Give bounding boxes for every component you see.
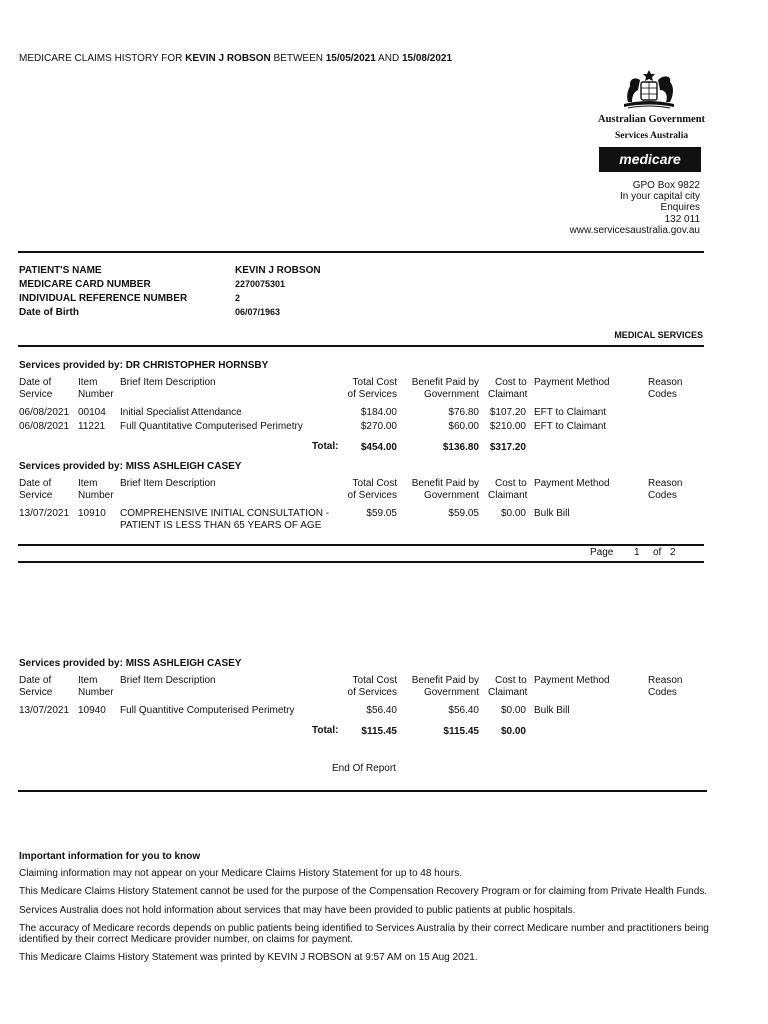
col-benefit: Benefit Paid by Government (411, 478, 479, 501)
row-total: $184.00 (360, 407, 397, 418)
row-benefit: $76.80 (448, 407, 479, 418)
col-desc: Brief Item Description (120, 478, 216, 489)
reference-number-value: 2 (235, 293, 241, 303)
agency-name: Australian Government (598, 114, 706, 125)
divider (18, 251, 704, 253)
title-and: AND (378, 53, 400, 64)
row-desc: Full Quantitive Computerised Perimetry (120, 705, 295, 716)
row-date: 13/07/2021 (19, 705, 70, 716)
report-title (19, 53, 452, 64)
page-of-label: of (653, 547, 662, 558)
row-cost: $107.20 (489, 407, 526, 418)
totals-benefit: $136.80 (442, 442, 479, 453)
totals-label: Total: (312, 725, 339, 736)
medicare-logo: medicare (599, 147, 701, 172)
row-desc: COMPREHENSIVE INITIAL CONSULTATION - PATIENT IS LESS THAN 65 YEARS OF AGE (120, 508, 330, 531)
col-date: Date of Service (19, 478, 53, 501)
col-cost: Cost to Claimant (488, 478, 528, 501)
col-total: Total Cost of Services (347, 377, 397, 400)
row-total: $56.40 (366, 705, 397, 716)
totals-total: $454.00 (360, 442, 397, 453)
address-line: 132 011 (664, 214, 700, 225)
important-line: The accuracy of Medicare records depends on public patients being identified to Services Australia by their correct Medicare number and practitioners being (19, 923, 709, 934)
col-method: Payment Method (534, 377, 610, 388)
totals-cost: $317.20 (489, 442, 526, 453)
address-line: GPO Box 9822 (632, 180, 700, 191)
row-item: 10940 (78, 705, 106, 716)
totals-cost: $0.00 (500, 726, 526, 737)
coat-of-arms-icon (620, 68, 678, 112)
col-item: Item Number (78, 478, 114, 501)
divider (18, 345, 704, 347)
agency-subname: Services Australia (615, 131, 689, 141)
row-desc: Initial Specialist Attendance (120, 407, 242, 418)
page-number: 1 (634, 547, 640, 558)
important-line: This Medicare Claims History Statement cannot be used for the purpose of the Compensation Recovery Program or for claiming from Private Health Funds. (19, 886, 708, 897)
col-desc: Brief Item Description (120, 377, 216, 388)
row-method: EFT to Claimant (534, 407, 607, 418)
patient-name-value: KEVIN J ROBSON (235, 265, 321, 276)
provider-heading: Services provided by: DR CHRISTOPHER HORNSBY (19, 360, 269, 371)
address-line: In your capital city (619, 191, 700, 202)
divider (18, 561, 704, 563)
col-reason: Reason Codes (648, 478, 683, 501)
row-cost: $210.00 (489, 421, 526, 432)
row-desc: Full Quantitative Computerised Perimetry (120, 421, 303, 432)
col-benefit: Benefit Paid by Government (411, 377, 479, 400)
title-prefix: MEDICARE CLAIMS HISTORY FOR (19, 53, 183, 64)
row-item: 10910 (78, 508, 106, 519)
row-item: 11221 (78, 421, 106, 432)
row-item: 00104 (78, 407, 106, 418)
medicare-card-value: 2270075301 (235, 279, 286, 289)
row-total: $59.05 (366, 508, 397, 519)
important-heading: Important information for you to know (19, 851, 201, 862)
page-total: 2 (670, 547, 676, 558)
row-benefit: $56.40 (448, 705, 479, 716)
row-method: Bulk Bill (534, 508, 570, 519)
totals-label: Total: (312, 441, 339, 452)
col-item: Item Number (78, 377, 114, 400)
section-label: MEDICAL SERVICES (614, 330, 703, 340)
important-line: This Medicare Claims History Statement was printed by KEVIN J ROBSON at 9:57 AM on 15 Aug 2021. (19, 952, 478, 963)
important-line: Services Australia does not hold information about services that may have been provided to public patients at public hospitals. (19, 905, 576, 916)
row-total: $270.00 (360, 421, 397, 432)
row-date: 06/08/2021 (19, 407, 70, 418)
row-method: Bulk Bill (534, 705, 570, 716)
row-date: 06/08/2021 (19, 421, 70, 432)
page-label: Page (590, 547, 614, 558)
row-cost: $0.00 (500, 508, 526, 519)
important-line: identified by their correct Medicare provider number, on claims for payment. (19, 934, 354, 945)
dob-label: Date of Birth (19, 307, 79, 318)
col-date: Date of Service (19, 675, 53, 698)
col-desc: Brief Item Description (120, 675, 216, 686)
dob-value: 06/07/1963 (235, 307, 281, 317)
medicare-card-label: MEDICARE CARD NUMBER (19, 279, 151, 290)
row-cost: $0.00 (500, 705, 526, 716)
row-date: 13/07/2021 (19, 508, 70, 519)
provider-heading: Services provided by: MISS ASHLEIGH CASEY (19, 461, 242, 472)
divider (18, 790, 707, 792)
provider-heading: Services provided by: MISS ASHLEIGH CASEY (19, 658, 242, 669)
col-benefit: Benefit Paid by Government (411, 675, 479, 698)
col-cost: Cost to Claimant (488, 377, 528, 400)
title-to-date: 15/08/2021 (401, 53, 453, 64)
col-reason: Reason Codes (648, 377, 683, 400)
totals-total: $115.45 (361, 726, 397, 737)
col-total: Total Cost of Services (347, 478, 397, 501)
website-link[interactable]: www.servicesaustralia.gov.au (569, 225, 700, 236)
col-method: Payment Method (534, 675, 610, 686)
totals-benefit: $115.45 (443, 726, 479, 737)
reference-number-label: INDIVIDUAL REFERENCE NUMBER (19, 293, 188, 304)
divider (18, 544, 704, 546)
title-from-date: 15/05/2021 (325, 53, 376, 64)
col-cost: Cost to Claimant (488, 675, 528, 698)
important-line: Claiming information may not appear on your Medicare Claims History Statement for up to 48 hours. (19, 868, 462, 879)
col-method: Payment Method (534, 478, 610, 489)
col-reason: Reason Codes (648, 675, 683, 698)
row-benefit: $59.05 (448, 508, 479, 519)
col-item: Item Number (78, 675, 114, 698)
row-benefit: $60.00 (448, 421, 479, 432)
address-line: Enquires (660, 202, 700, 213)
patient-name-label: PATIENT'S NAME (19, 265, 102, 276)
end-of-report: End Of Report (332, 763, 396, 774)
title-between: BETWEEN (273, 53, 323, 64)
row-method: EFT to Claimant (534, 421, 607, 432)
title-patient-name: KEVIN J ROBSON (185, 53, 271, 64)
col-date: Date of Service (19, 377, 53, 400)
col-total: Total Cost of Services (347, 675, 397, 698)
